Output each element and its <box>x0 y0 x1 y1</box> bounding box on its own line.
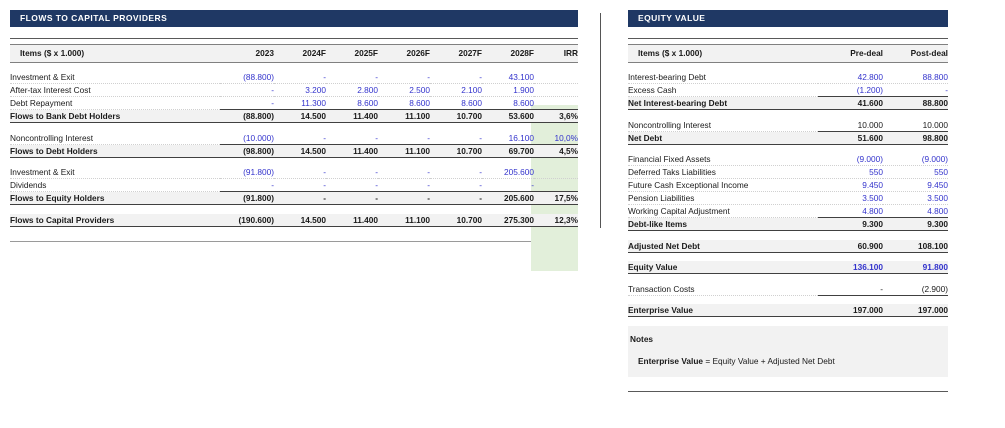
table-row <box>10 132 578 145</box>
row-label: Net Interest-bearing Debt <box>628 97 818 110</box>
table-row <box>10 179 578 192</box>
cell-value <box>534 166 578 179</box>
cell-value: - <box>430 132 482 145</box>
cell-value: 4.800 <box>883 205 948 218</box>
table-row <box>10 71 578 84</box>
cell-value: - <box>220 179 274 192</box>
cell-value: (88.800) <box>220 71 274 84</box>
notes-formula <box>628 346 948 367</box>
table-total-row <box>10 144 578 157</box>
notes-formula-term: Enterprise Value <box>638 356 704 366</box>
row-label: Deferred Taks Liabilities <box>628 166 818 179</box>
row-label: Debt-like Items <box>628 218 818 231</box>
spacer-row <box>628 144 948 153</box>
column-header-items: Items ($ x 1.000) <box>628 44 818 62</box>
notes-title: Notes <box>630 334 654 344</box>
table-total-row <box>628 304 948 317</box>
cell-value: (91.800) <box>220 166 274 179</box>
table-total-row <box>628 131 948 144</box>
cell-value: 43.100 <box>482 71 534 84</box>
left-block-closing-rule <box>10 241 578 242</box>
cell-value: 10.700 <box>430 110 482 123</box>
cell-value: 88.800 <box>883 97 948 110</box>
section-title-flows: FLOWS TO CAPITAL PROVIDERS <box>10 10 578 27</box>
row-label: Investment & Exit <box>10 71 220 84</box>
cell-value: 10.000 <box>818 119 883 132</box>
cell-value: - <box>274 166 326 179</box>
cell-value: (190.600) <box>220 214 274 227</box>
cell-value: 4.800 <box>818 205 883 218</box>
cell-value: 14.500 <box>274 214 326 227</box>
cell-value: - <box>378 179 430 192</box>
cell-value: 10,0% <box>534 132 578 145</box>
table-total-row <box>628 218 948 231</box>
cell-value: 550 <box>883 166 948 179</box>
column-header: Pre-deal <box>818 44 883 62</box>
table-total-row <box>628 261 948 274</box>
cell-value: 14.500 <box>274 110 326 123</box>
notes-formula-rest: = Equity Value + Adjusted Net Debt <box>703 356 835 366</box>
cell-value: (98.800) <box>220 144 274 157</box>
cell-value <box>534 97 578 110</box>
table-total-row <box>10 192 578 205</box>
section-title-equity: EQUITY VALUE <box>628 10 948 27</box>
column-header: 2023 <box>220 44 274 62</box>
table-total-row <box>628 97 948 110</box>
right-block-closing-rule <box>628 391 948 392</box>
spacer-row <box>628 62 948 71</box>
cell-value: (9.000) <box>818 153 883 166</box>
row-label: Net Debt <box>628 131 818 144</box>
table-row <box>628 283 948 296</box>
cell-value: - <box>274 132 326 145</box>
table-row <box>628 119 948 132</box>
cell-value: - <box>220 84 274 97</box>
spacer-row <box>628 295 948 304</box>
cell-value: 11.400 <box>326 214 378 227</box>
cell-value: 197.000 <box>883 304 948 317</box>
column-header: 2028F <box>482 44 534 62</box>
row-label: Excess Cash <box>628 84 818 97</box>
cell-value: 9.300 <box>883 218 948 231</box>
cell-value: - <box>430 192 482 205</box>
spacer-row <box>10 205 578 214</box>
cell-value: - <box>883 84 948 97</box>
cell-value: 41.600 <box>818 97 883 110</box>
column-header-items: Items ($ x 1.000) <box>10 44 220 62</box>
cell-value: 16.100 <box>482 132 534 145</box>
equity-value-panel <box>628 0 948 392</box>
cell-value: 550 <box>818 166 883 179</box>
cell-value: 69.700 <box>482 144 534 157</box>
row-label: Noncontrolling Interest <box>628 119 818 132</box>
column-header: Post-deal <box>883 44 948 62</box>
cell-value: 10.700 <box>430 214 482 227</box>
cell-value: - <box>378 192 430 205</box>
table-row <box>628 192 948 205</box>
column-header: 2025F <box>326 44 378 62</box>
cell-value: 108.100 <box>883 240 948 253</box>
row-label: Transaction Costs <box>628 283 818 296</box>
flows-to-capital-providers-panel <box>10 0 578 242</box>
cell-value: 8.600 <box>326 97 378 110</box>
cell-value: - <box>326 179 378 192</box>
cell-value: 3.500 <box>818 192 883 205</box>
cell-value: 8.600 <box>482 97 534 110</box>
cell-value: (10.000) <box>220 132 274 145</box>
notes-box <box>628 326 948 377</box>
table-row <box>10 97 578 110</box>
table-row <box>628 84 948 97</box>
cell-value: 2.800 <box>326 84 378 97</box>
row-label: Enterprise Value <box>628 304 818 317</box>
table-total-row <box>628 240 948 253</box>
table-row <box>628 179 948 192</box>
column-header: 2024F <box>274 44 326 62</box>
cell-value: 88.800 <box>883 71 948 84</box>
cell-value: 9.450 <box>818 179 883 192</box>
cell-value: 9.300 <box>818 218 883 231</box>
row-label: Financial Fixed Assets <box>628 153 818 166</box>
cell-value: 2.100 <box>430 84 482 97</box>
cell-value: 42.800 <box>818 71 883 84</box>
cell-value: (91.800) <box>220 192 274 205</box>
cell-value: - <box>326 132 378 145</box>
row-label: Flows to Capital Providers <box>10 214 220 227</box>
cell-value: - <box>326 192 378 205</box>
cell-value: - <box>274 192 326 205</box>
cell-value: 17,5% <box>534 192 578 205</box>
row-label: Working Capital Adjustment <box>628 205 818 218</box>
flows-table <box>10 39 578 227</box>
cell-value: 98.800 <box>883 131 948 144</box>
cell-value: 11.400 <box>326 110 378 123</box>
cell-value <box>534 71 578 84</box>
cell-value: 8.600 <box>430 97 482 110</box>
cell-value: 11.100 <box>378 214 430 227</box>
cell-value: - <box>482 179 534 192</box>
cell-value: 8.600 <box>378 97 430 110</box>
cell-value: - <box>818 283 883 296</box>
column-header: IRR <box>534 44 578 62</box>
cell-value: 275.300 <box>482 214 534 227</box>
spacer-row <box>10 157 578 166</box>
cell-value: 53.600 <box>482 110 534 123</box>
cell-value: 3,6% <box>534 110 578 123</box>
row-label: Flows to Bank Debt Holders <box>10 110 220 123</box>
cell-value: - <box>326 166 378 179</box>
row-label: Investment & Exit <box>10 166 220 179</box>
cell-value: 11.300 <box>274 97 326 110</box>
cell-value: 11.100 <box>378 110 430 123</box>
cell-value: (9.000) <box>883 153 948 166</box>
row-label: Interest-bearing Debt <box>628 71 818 84</box>
table-row <box>628 205 948 218</box>
row-label: Equity Value <box>628 261 818 274</box>
cell-value: - <box>378 132 430 145</box>
cell-value: - <box>378 71 430 84</box>
cell-value: 10.000 <box>883 119 948 132</box>
table-header-row <box>10 44 578 62</box>
table-row <box>628 71 948 84</box>
table-row <box>628 166 948 179</box>
cell-value: 60.900 <box>818 240 883 253</box>
cell-value: 91.800 <box>883 261 948 274</box>
cell-value <box>534 179 578 192</box>
cell-value: 51.600 <box>818 131 883 144</box>
spacer-row <box>628 231 948 240</box>
cell-value: - <box>274 179 326 192</box>
cell-value: - <box>378 166 430 179</box>
spacer-row <box>628 274 948 283</box>
table-total-row <box>10 110 578 123</box>
table-row <box>10 84 578 97</box>
cell-value: 197.000 <box>818 304 883 317</box>
cell-value: (88.800) <box>220 110 274 123</box>
row-label: Adjusted Net Debt <box>628 240 818 253</box>
cell-value: 1.900 <box>482 84 534 97</box>
cell-value: 4,5% <box>534 144 578 157</box>
cell-value: 3.500 <box>883 192 948 205</box>
cell-value: 3.200 <box>274 84 326 97</box>
table-row <box>10 166 578 179</box>
cell-value <box>534 84 578 97</box>
row-label: After-tax Interest Cost <box>10 84 220 97</box>
cell-value: - <box>326 71 378 84</box>
cell-value: 14.500 <box>274 144 326 157</box>
spacer-row <box>628 252 948 261</box>
row-label: Pension Liabilities <box>628 192 818 205</box>
spacer-row <box>10 123 578 132</box>
cell-value: 10.700 <box>430 144 482 157</box>
cell-value: 2.500 <box>378 84 430 97</box>
row-label: Future Cash Exceptional Income <box>628 179 818 192</box>
cell-value: 136.100 <box>818 261 883 274</box>
column-header: 2026F <box>378 44 430 62</box>
table-row <box>628 153 948 166</box>
cell-value: (1.200) <box>818 84 883 97</box>
table-total-row <box>10 214 578 227</box>
cell-value: 11.400 <box>326 144 378 157</box>
cell-value: 11.100 <box>378 144 430 157</box>
cell-value: (2.900) <box>883 283 948 296</box>
row-label: Debt Repayment <box>10 97 220 110</box>
cell-value: - <box>430 71 482 84</box>
cell-value: 9.450 <box>883 179 948 192</box>
equity-value-table <box>628 39 948 317</box>
row-label: Dividends <box>10 179 220 192</box>
row-label: Noncontrolling Interest <box>10 132 220 145</box>
cell-value: - <box>220 97 274 110</box>
table-header-row <box>628 44 948 62</box>
cell-value: - <box>430 166 482 179</box>
cell-value: - <box>274 71 326 84</box>
row-label: Flows to Equity Holders <box>10 192 220 205</box>
panel-divider <box>600 13 601 228</box>
cell-value: - <box>430 179 482 192</box>
spacer-row <box>628 110 948 119</box>
column-header: 2027F <box>430 44 482 62</box>
cell-value: 205.600 <box>482 166 534 179</box>
spacer-row <box>10 62 578 71</box>
row-label: Flows to Debt Holders <box>10 144 220 157</box>
cell-value: 12,3% <box>534 214 578 227</box>
cell-value: 205.600 <box>482 192 534 205</box>
